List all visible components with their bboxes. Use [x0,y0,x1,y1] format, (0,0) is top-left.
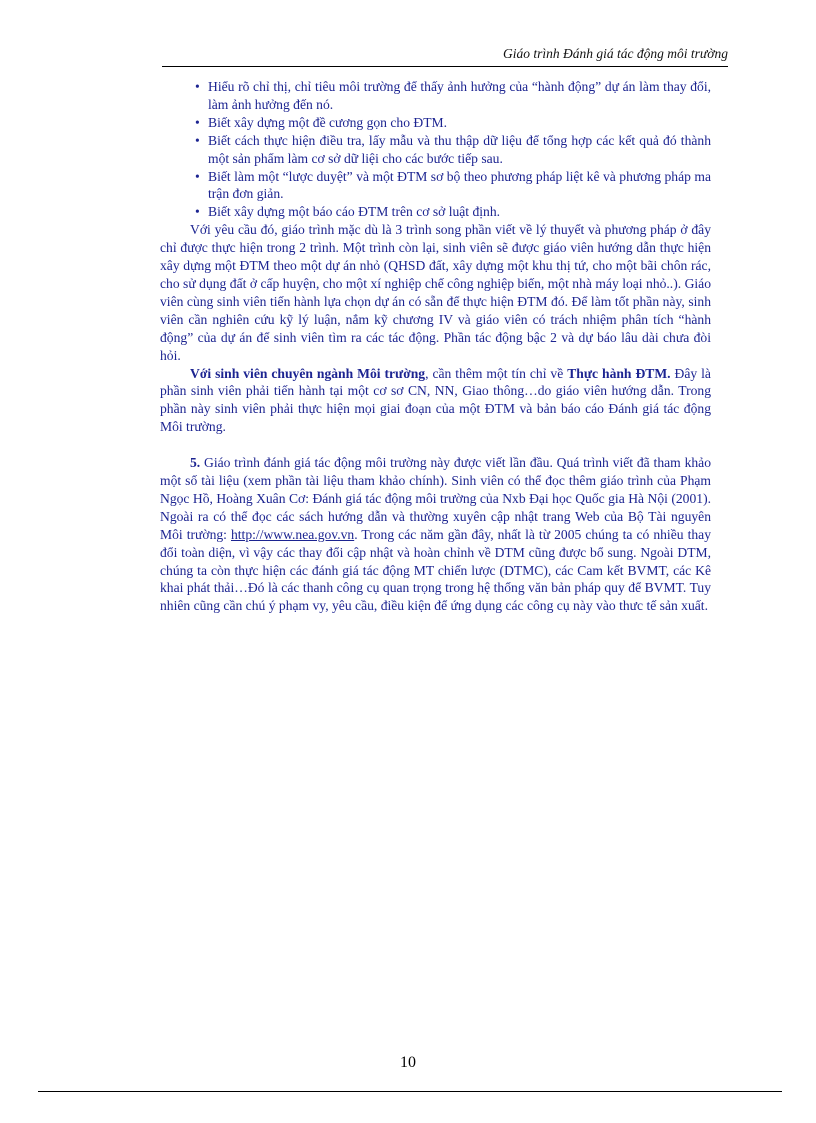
list-item-text: Biết làm một “lược duyệt” và một ĐTM sơ bộ theo phương pháp liệt kê và phương pháp ma trận đơn giản. [208,168,711,202]
paragraph-text: Giáo trình đánh giá tác động môi trường này được viết lần đầu. Quá trình viết đã tham khảo một số tài liệu (xem phần tài liệu tham khảo chính). Sinh viên có thể đọc thêm giáo trình của Phạm Ngọc Hồ, Hoàng Xuân Cơ: Đánh giá tác động môi trường của Nxb Đại học Quốc gia Hà Nội (2001). Ngoài ra có thể đọc các sách hướng dẫn và thường xuyên cập nhật trang Web của Bộ Tài nguyên Môi trường: [160,455,711,542]
page-content [160,78,711,615]
list-item-text: Biết xây dựng một đề cương gọn cho ĐTM. [208,114,448,130]
bullet-icon: • [195,168,200,184]
footer-divider [38,1091,782,1092]
bold-phrase: Thực hành ĐTM. [567,365,671,381]
list-item [160,114,711,132]
paragraph-text: Đây là phần sinh viên phải tiến hành tại một cơ sơ CN, NN, Giao thông…do giáo viên hướng dẫn. Trong phần này sinh viên phải thực hiện mọi giai đoạn của một ĐTM và bản báo cáo Đánh giá tác động Môi trường. [160,365,711,435]
list-item-text: Biết cách thực hiện điều tra, lấy mẫu và thu thập dữ liệu để tổng hợp các kết quả đó thành một sản phẩm làm cơ sở dữ liệi cho các bước tiếp sau. [208,132,711,166]
paragraph-practicum [160,365,711,437]
section-number: 5. [190,455,201,471]
bullet-icon: • [195,79,200,94]
page-number: 10 [400,1054,416,1071]
bullet-icon: • [195,132,200,148]
list-item-text: Biết xây dựng một báo cáo ĐTM trên cơ sở luật định. [208,204,501,220]
paragraph-references [160,454,711,615]
bullet-icon: • [195,204,200,220]
bold-phrase: Với sinh viên chuyên ngành Môi trường [190,365,426,381]
paragraph-text: . Trong các năm gần đây, nhất là từ 2005 chúng ta có nhiều thay đổi toàn diện, vì vậy các thay đổi cập nhật và hoàn chỉnh về DTM cũng được bổ sung. Ngoài DTM, chúng ta còn thực hiện các đánh giá tác động MT chiến lược (DTMC), các Cam kết BVMT, các Kê khai phát thải…Đó là các thanh công cụ quan trọng trong hệ thống văn bản pháp quy để BVMT. Tuy nhiên cũng cần chú ý phạm vy, yêu cầu, điều kiện để ứng dụng các công cụ này vào thưc tế sản xuất. [160,526,711,614]
list-item-text: Hiểu rõ chỉ thị, chỉ tiêu môi trường để thấy ảnh hưởng của “hành động” dự án làm thay đổi, làm ảnh hưởng đến nó. [208,79,711,112]
paragraph-curriculum: Với yêu cầu đó, giáo trình mặc dù là 3 trình song phần viết về lý thuyết và phương pháp ở đây chỉ được thực hiện trong 2 trình. Một trình còn lại, sinh viên sẽ được giáo viên hướng dẫn thực hiện xây dựng một ĐTM theo một dự án nhỏ (QHSD đất, xây dựng một khu thị tứ, cho một bãi chôn rác, cho sử dụng đất ở cấp huyện, cho một xí nghiệp chế công nghiệp biến, một nhà máy loại nhỏ..). Giáo viên cùng sinh viên tiến hành lựa chọn dự án có sẵn để thực hiện ĐTM đó. Để làm tốt phần này, sinh viên cần nghiên cứu kỹ lý luận, nắm kỹ chương IV và giáo viên có trách nhiệm phân tích “hành động” của dự án để sinh viên tìm ra các tác động. Phần tác động bậc 2 và dự báo lâu dài chưa đòi hỏi. [160,222,711,363]
paragraph-text: , cần thêm một tín chỉ về [425,365,568,381]
objectives-list [160,78,711,221]
bullet-icon: • [195,114,200,130]
list-item [160,203,711,221]
ministry-website-link[interactable]: http://www.nea.gov.vn [230,526,355,542]
list-item [160,78,711,114]
header-divider [162,66,728,67]
list-item [160,168,711,204]
running-header: Giáo trình Đánh giá tác động môi trường [503,46,728,61]
list-item [160,132,711,168]
